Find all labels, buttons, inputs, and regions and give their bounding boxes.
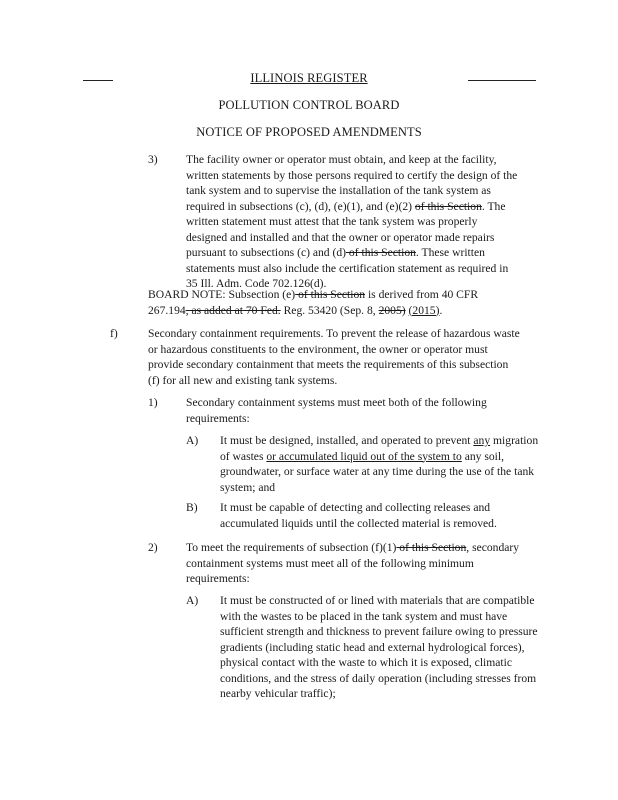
agency-title: POLLUTION CONTROL BOARD xyxy=(218,98,400,112)
item-3-struck-b: of this Section xyxy=(346,246,416,259)
board-note-end: . xyxy=(439,303,443,317)
item-f1a-number: A) xyxy=(186,434,199,447)
item-f1a-text-a: It must be designed, installed, and operated to prevent xyxy=(220,434,474,447)
item-f1-number: 1) xyxy=(148,396,158,409)
board-note-year-old: 2005) xyxy=(378,303,406,317)
item-f1a-text-b: migration of wastes xyxy=(220,434,539,463)
item-f1a-paragraph xyxy=(220,433,550,495)
item-3-struck-a: of this Section xyxy=(414,199,482,213)
item-f-number: f) xyxy=(110,327,118,340)
item-f1a-text-c: any soil, groundwater, or surface water at any time during the use of the tank system; and xyxy=(220,449,535,494)
board-note-struck-b: , as added at 70 Fed. xyxy=(185,303,281,317)
board-note-struck-a: of this Section xyxy=(295,288,366,301)
item-f2-struck: of this Section xyxy=(396,541,467,554)
board-note-b: is derived from 40 CFR 267.194 xyxy=(148,288,479,317)
board-note-c: Reg. 53420 (Sep. 8, xyxy=(280,303,379,317)
item-f2a-number: A) xyxy=(186,594,199,607)
item-f2-paragraph xyxy=(186,540,531,587)
item-f1a-underline-a: any xyxy=(473,434,491,447)
item-3-paragraph xyxy=(186,152,521,292)
item-3-text-c: . These written statements must also include the certification statement as required in 35 Ill. Adm. Code 702.126(d). xyxy=(186,246,509,290)
item-3-text-a: The facility owner or operator must obtain, and keep at the facility, written statements by those persons required to certify the design of the tank system and to supervise the installation of the tank system as required in subsections (c), (d), (e)(1), and (e)(2) xyxy=(186,153,518,213)
item-f1-text: Secondary containment systems must meet both of the following requirements: xyxy=(186,396,487,425)
item-f2-number: 2) xyxy=(148,541,158,554)
item-f-text: Secondary containment requirements. To prevent the release of hazardous waste or hazardous constituents to the environment, the owner or operator must provide secondary containment that meets the requirements of this subsection (f) for all new and existing tank systems. xyxy=(148,327,520,387)
item-f1b-text: It must be capable of detecting and collecting releases and accumulated liquids until the collected material is removed. xyxy=(220,501,497,530)
item-f2-text-b: , secondary containment systems must meet all of the following minimum requirements: xyxy=(186,541,520,585)
item-f1a-underline-b: or accumulated liquid out of the system to xyxy=(266,449,462,463)
item-3-number: 3) xyxy=(148,153,158,166)
register-title: ILLINOIS REGISTER xyxy=(250,71,368,85)
board-note xyxy=(148,287,520,318)
item-f2a-text: It must be constructed of or lined with materials that are compatible with the wastes to be placed in the tank system and must have sufficient strength and thickness to prevent failure owing to pressure gradients (including static head and external hydrological forces), physical contact with the waste to which it is exposed, climatic conditions, and the stress of daily operation (including stresses from nearby vehicular traffic); xyxy=(220,594,538,700)
board-note-year-new: (2015) xyxy=(408,303,440,317)
item-f2-text-a: To meet the requirements of subsection (f)(1) xyxy=(186,541,397,554)
board-note-a: BOARD NOTE: Subsection (e) xyxy=(148,288,296,301)
item-3-text-b: . The written statement must attest that the tank system was properly designed and installed and that the owner or operator made repairs pursuant to subsections (c) and (d) xyxy=(186,199,506,259)
notice-title: NOTICE OF PROPOSED AMENDMENTS xyxy=(196,125,422,139)
item-f1b-number: B) xyxy=(186,501,198,514)
